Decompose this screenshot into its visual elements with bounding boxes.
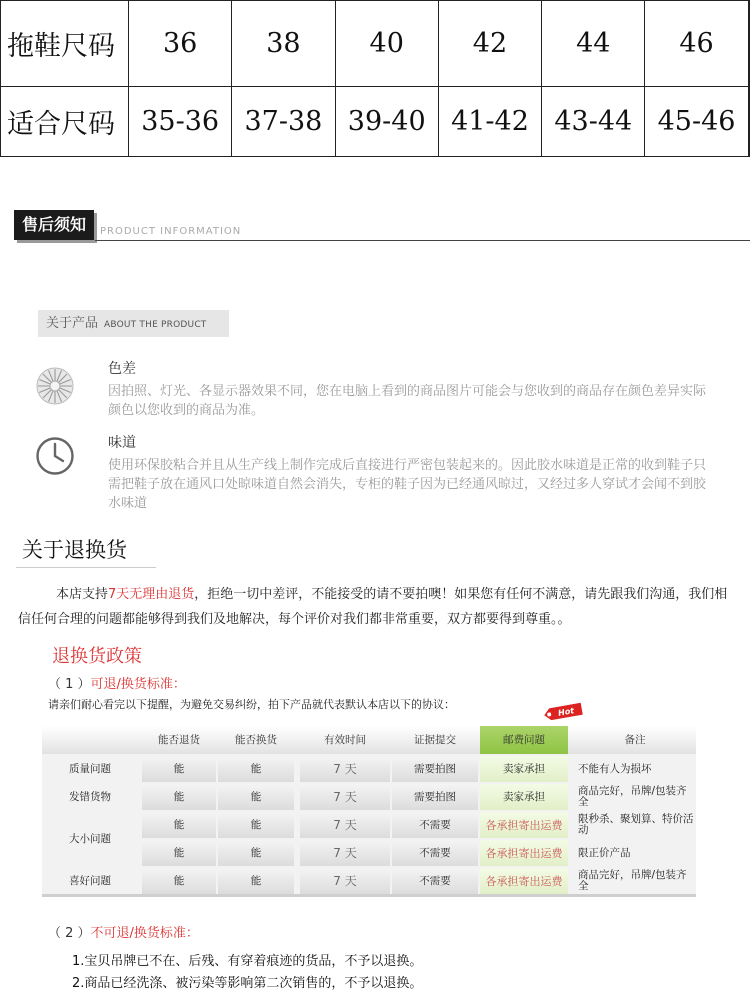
slipper-size-cell: 44	[542, 1, 645, 87]
cell-return: 能	[173, 818, 185, 831]
policy-table	[42, 726, 696, 897]
fit-size-cell: 35-36	[129, 87, 232, 157]
cell-exchange: 能	[250, 846, 262, 859]
divider	[16, 567, 156, 568]
header-evidence: 证据提交	[414, 733, 456, 746]
hot-label: Hot	[557, 706, 575, 718]
cell-evidence: 不需要	[419, 818, 451, 831]
about-product-en: ABOUT THE PRODUCT	[104, 320, 207, 330]
cell-days: 7 天	[333, 845, 357, 860]
cell-note: 限正价产品	[578, 846, 631, 859]
cell-evidence: 需要拍图	[414, 762, 456, 775]
header-postage: 邮费问题	[503, 733, 545, 746]
cell-exchange: 能	[250, 874, 262, 887]
cell-exchange: 能	[250, 762, 262, 775]
fit-size-label: 适合尺码	[1, 87, 129, 157]
cell-evidence: 不需要	[419, 874, 451, 887]
smell-desc: 使用环保胶粘合并且从生产线上制作完成后直接进行严密包装起来的。因此胶水味道是正常的收到鞋子只需把鞋子放在通风口处晾味道自然会消失，专柜的鞋子因为已经通风晾过，又经过多人穿试才会闻不到胶水味道	[108, 458, 707, 511]
cell-note: 商品完好，吊牌/包装齐全	[578, 785, 687, 808]
returns-para-before: 本店支持	[56, 587, 109, 602]
header-valid-time: 有效时间	[324, 733, 366, 746]
slipper-size-row	[1, 1, 750, 87]
smell-title: 味道	[108, 435, 136, 451]
std1-prefix: （ 1 ）	[48, 677, 91, 692]
cell-note: 商品完好，吊牌/包装齐全	[578, 869, 687, 892]
cell-evidence: 不需要	[419, 846, 451, 859]
policy-title: 退换货政策	[52, 646, 142, 667]
header-return: 能否退货	[158, 733, 200, 746]
returns-para-highlight: 7天无理由退货	[108, 587, 195, 602]
color-wheel-icon	[35, 366, 75, 406]
cell-postage: 卖家承担	[503, 790, 545, 803]
returns-title: 关于退换货	[22, 538, 127, 562]
color-diff-desc: 因拍照、灯光、各显示器效果不同，您在电脑上看到的商品图片可能会与您收到的商品存在颜色差异实际颜色以您收到的商品为准。	[108, 384, 707, 418]
fit-size-cell: 41-42	[438, 87, 541, 157]
std2-label: 不可退/换货标准：	[90, 926, 199, 941]
row-type: 大小问题	[69, 832, 111, 845]
cell-return: 能	[173, 846, 185, 859]
header-exchange: 能否换货	[235, 733, 277, 746]
returnable-standard	[48, 673, 186, 692]
hot-tag-icon	[536, 700, 586, 724]
cell-days: 7 天	[333, 873, 357, 888]
after-sales-subtitle: PRODUCT INFORMATION	[100, 226, 242, 237]
rule-item: 1.宝贝吊牌已不在、后残、有穿着痕迹的货品，不予以退换。	[72, 954, 423, 969]
cell-return: 能	[173, 762, 185, 775]
after-sales-badge: 售后须知	[14, 210, 94, 240]
std1-label: 可退/换货标准：	[90, 677, 186, 692]
cell-postage: 各承担寄出运费	[485, 874, 563, 888]
fit-size-cell: 37-38	[232, 87, 335, 157]
cell-days: 7 天	[333, 789, 357, 804]
clock-icon	[35, 436, 75, 476]
cell-days: 7 天	[333, 761, 357, 776]
after-sales-heading	[10, 209, 750, 243]
slipper-size-cell: 46	[645, 1, 748, 87]
fit-size-cell: 39-40	[335, 87, 438, 157]
size-table	[0, 0, 750, 157]
rule-item: 2.商品已经洗涤、被污染等影响第二次销售的，不予以退换。	[72, 976, 423, 991]
slipper-size-cell: 38	[232, 1, 335, 87]
row-type: 发错货物	[69, 790, 111, 803]
std2-prefix: （ 2 ）	[48, 926, 91, 941]
cell-return: 能	[173, 874, 185, 887]
about-product-cn: 关于产品	[46, 316, 99, 331]
empty-cell	[748, 87, 749, 157]
cell-return: 能	[173, 790, 185, 803]
header-note: 备注	[624, 733, 646, 746]
empty-cell	[748, 1, 749, 87]
cell-exchange: 能	[250, 790, 262, 803]
about-product-label	[38, 310, 229, 337]
cell-days: 7 天	[333, 817, 357, 832]
non-returnable-standard	[48, 922, 199, 941]
returns-paragraph	[18, 582, 733, 632]
cell-postage: 各承担寄出运费	[485, 846, 563, 860]
row-type: 质量问题	[69, 762, 111, 775]
cell-postage: 各承担寄出运费	[485, 818, 563, 832]
divider	[95, 240, 750, 241]
slipper-size-cell: 42	[438, 1, 541, 87]
cell-exchange: 能	[250, 818, 262, 831]
slipper-size-label: 拖鞋尺码	[1, 1, 129, 87]
slipper-size-cell: 36	[129, 1, 232, 87]
agreement-note: 请亲们耐心看完以下提醒，为避免交易纠纷，拍下产品就代表默认本店以下的协议：	[48, 698, 455, 711]
fit-size-cell: 43-44	[542, 87, 645, 157]
color-diff-title: 色差	[108, 361, 136, 377]
slipper-size-cell: 40	[335, 1, 438, 87]
cell-note: 不能有人为损坏	[578, 762, 652, 775]
cell-note: 限秒杀、聚划算、特价活动	[578, 813, 694, 836]
fit-size-cell: 45-46	[645, 87, 748, 157]
cell-evidence: 需要拍图	[414, 790, 456, 803]
row-type: 喜好问题	[69, 874, 111, 887]
fit-size-row	[1, 87, 750, 157]
returns-para-after: ，拒绝一切中差评，不能接受的请不要拍噢！如果您有任何不满意，请先跟我们沟通，我们相信任何合理的问题都能够得到我们及地解决，每个评价对我们都非常重要，双方都要得到尊重。。	[18, 587, 728, 627]
cell-postage: 卖家承担	[503, 762, 545, 775]
